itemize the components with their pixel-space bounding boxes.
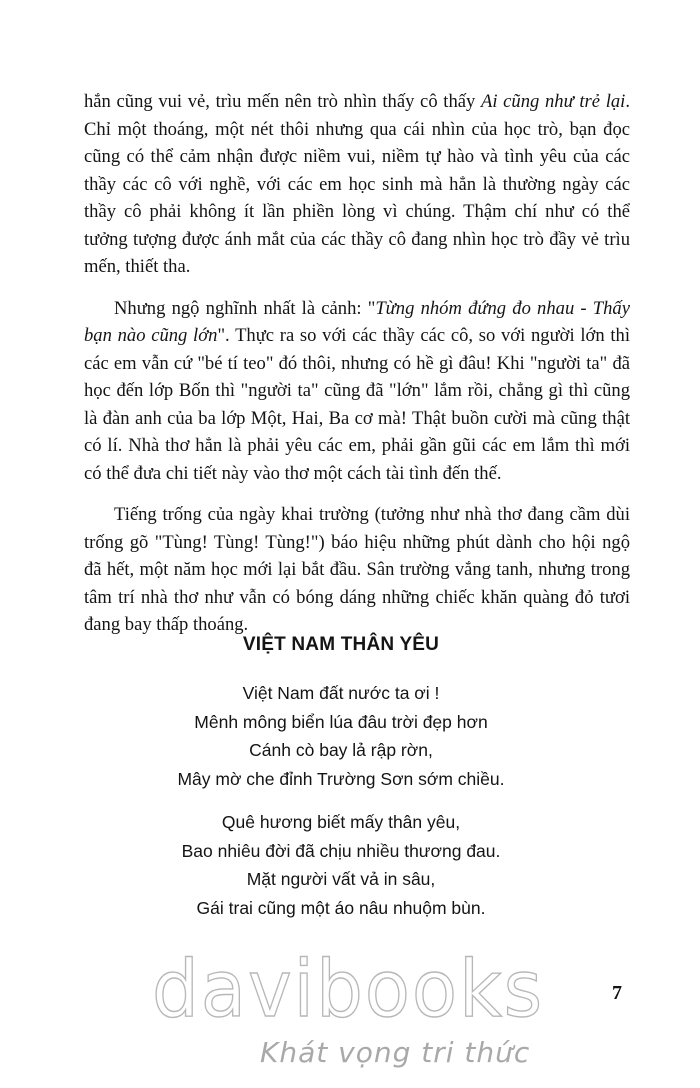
body-text	[84, 88, 630, 653]
watermark-logo-text: davibooks	[152, 950, 544, 1030]
paragraph: Tiếng trống của ngày khai trường (tưởng như nhà thơ đang cầm dùi trống gõ "Tùng! Tùng! Tùng!") báo hiệu những phút dành cho hội ngộ đã hết, một năm học mới lại bắt đầu. Sân trường vắng tanh, nhưng trong tâm trí nhà thơ như vẫn có bóng dáng những chiếc khăn quàng đỏ tươi đang bay thấp thoáng.	[84, 504, 630, 635]
page-number: 7	[612, 982, 622, 1004]
poem-stanza	[0, 679, 682, 793]
poem-title: VIỆT NAM THÂN YÊU	[242, 634, 440, 655]
poem-line: Bao nhiêu đời đã chịu nhiều thương đau.	[181, 840, 501, 861]
poem-stanza	[0, 808, 682, 922]
poem-line: Mặt người vất vả in sâu,	[246, 869, 436, 889]
poem-line: Gái trai cũng một áo nâu nhuộm bùn.	[196, 897, 486, 918]
poem-line: Quê hương biết mấy thân yêu,	[221, 812, 461, 832]
poem-line: Mây mờ che đỉnh Trường Sơn sớm chiều.	[177, 768, 505, 789]
watermark-tagline: Khát vọng tri thức	[260, 1036, 531, 1069]
paragraph: Nhưng ngộ nghĩnh nhất là cảnh: "Từng nhóm đứng đo nhau - Thấy bạn nào cũng lớn". Thực ra so với các thầy các cô, so với người lớn thì các em vẫn cứ "bé tí teo" đó thôi, nhưng có hề gì đâu! Khi "người ta" đã học đến lớp Bốn thì "người ta" cũng đã "lớn" lắm rồi, chẳng gì thì cũng là đàn anh của ba lớp Một, Hai, Ba cơ mà! Thật buồn cười mà cũng thật có lí. Nhà thơ hẳn là phải yêu các em, phải gần gũi các em lắm thì mới có thể đưa chi tiết này vào thơ một cách tài tình đến thế.	[84, 297, 630, 484]
poem-line: Mênh mông biển lúa đâu trời đẹp hơn	[194, 711, 488, 732]
paragraph: hắn cũng vui vẻ, trìu mến nên trò nhìn thấy cô thấy Ai cũng như trẻ lại. Chỉ một thoáng, một nét thôi nhưng qua cái nhìn của học trò, bạn đọc cũng có thể cảm nhận được niềm vui, niềm tự hào và tình yêu của các thầy các cô với nghề, với các em học sinh mà hẳn là thường ngày các thầy cô phải không ít lần phiền lòng vì chúng. Thậm chí như có thể tưởng tượng được ánh mắt của các thầy cô đang nhìn học trò đầy vẻ trìu mến, thiết tha.	[84, 91, 630, 277]
watermark-logo	[0, 950, 700, 1030]
poem-line: Cánh cò bay lả rập rờn,	[249, 740, 433, 760]
poem-line: Việt Nam đất nước ta ơi !	[242, 683, 440, 703]
